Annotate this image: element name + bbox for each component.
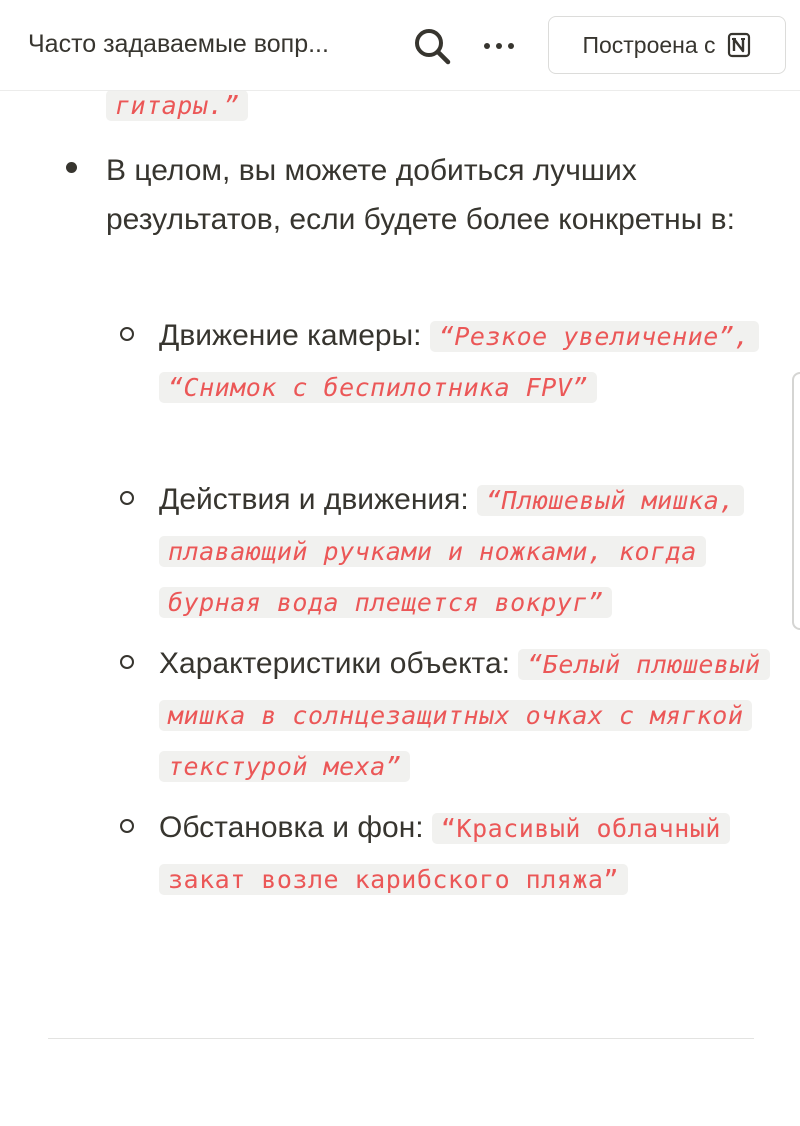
- scrollbar[interactable]: [792, 372, 800, 630]
- sub-item-label: Действия и движения:: [159, 483, 469, 516]
- search-icon: [410, 24, 454, 68]
- top-bar: [0, 0, 800, 91]
- inline-code: гитары.”: [106, 90, 248, 121]
- sub-bullet-circle: [120, 327, 134, 341]
- bullet-text: В целом, вы можете добиться лучших результатов, если будете более конкретны в:: [106, 154, 735, 236]
- more-horizontal-icon: [480, 27, 518, 65]
- notion-logo-icon: [726, 32, 752, 58]
- sub-item-camera: [159, 311, 769, 413]
- divider: [48, 1038, 754, 1039]
- sub-item-label: Обстановка и фон:: [159, 811, 424, 844]
- search-button[interactable]: [410, 24, 454, 68]
- sub-item-setting: [159, 803, 769, 905]
- built-with-label: Построена с: [582, 31, 716, 58]
- inline-code: “Белый плюшевый мишка в солнцезащитных очках с мягкой текстурой меха”: [159, 649, 770, 782]
- sub-bullet-circle: [120, 491, 134, 505]
- page-title[interactable]: Часто задаваемые вопр...: [28, 30, 329, 58]
- sub-item-label: Характеристики объекта:: [159, 647, 510, 680]
- built-with-notion-button[interactable]: [548, 16, 786, 74]
- more-button[interactable]: [480, 27, 518, 65]
- sub-item-actions: [159, 475, 769, 628]
- sub-bullet-circle: [120, 655, 134, 669]
- sub-item-label: Движение камеры:: [159, 319, 422, 352]
- inline-code: “Плюшевый мишка, плавающий ручками и ножками, когда бурная вода плещется вокруг”: [159, 485, 744, 618]
- sub-item-object: [159, 639, 769, 792]
- inline-code: “Резкое увеличение”, “Снимок с беспилотника FPV”: [159, 321, 759, 403]
- inline-code: “Красивый облачный закат возле карибского пляжа”: [159, 813, 730, 895]
- sub-bullet-circle: [120, 819, 134, 833]
- bullet-dot: [66, 162, 77, 173]
